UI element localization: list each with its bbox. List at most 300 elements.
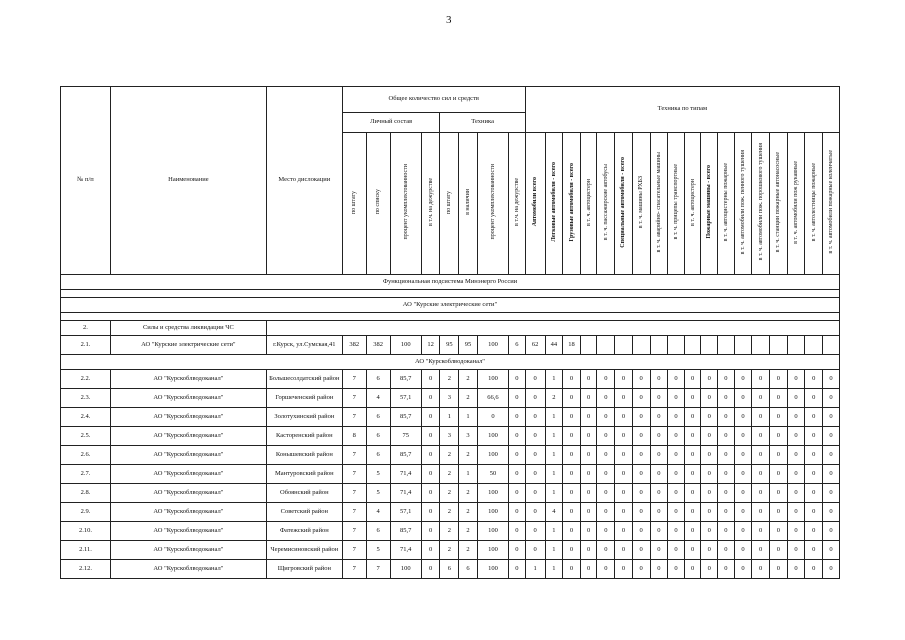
value-cell: 0 <box>580 465 597 484</box>
value-cell: 0 <box>718 427 735 446</box>
row-location: Конышевский район <box>266 446 342 465</box>
vertical-header-label: в т. ч. автоцистерн <box>585 178 592 226</box>
row-name: АО "Курскоблводоканал" <box>110 389 266 408</box>
value-cell: 0 <box>701 522 718 541</box>
value-cell: 0 <box>787 389 805 408</box>
value-cell: 0 <box>701 465 718 484</box>
value-cell: 0 <box>632 408 650 427</box>
value-cell: 0 <box>668 560 685 579</box>
value-cell: 0 <box>823 560 840 579</box>
value-cell: 0 <box>421 541 440 560</box>
vertical-header-label: в т.ч. на дежурстве <box>427 178 434 227</box>
vertical-header-cell <box>787 133 805 275</box>
value-cell: 0 <box>650 427 668 446</box>
value-cell: 0 <box>787 408 805 427</box>
value-cell: 0 <box>684 541 701 560</box>
vertical-header-cell <box>597 133 615 275</box>
value-cell: 0 <box>734 503 752 522</box>
row-num: 2.5. <box>61 427 111 446</box>
row-location: Обоянский район <box>266 484 342 503</box>
value-cell: 3 <box>459 427 478 446</box>
value-cell: 0 <box>701 389 718 408</box>
value-cell: 0 <box>525 370 545 389</box>
value-cell: 0 <box>668 427 685 446</box>
value-cell: 0 <box>752 389 770 408</box>
value-cell: 0 <box>632 522 650 541</box>
value-cell: 1 <box>545 560 563 579</box>
value-cell: 0 <box>563 408 581 427</box>
value-cell: 0 <box>563 541 581 560</box>
value-cell: 7 <box>342 484 366 503</box>
vertical-header-cell <box>632 133 650 275</box>
value-cell: 1 <box>545 427 563 446</box>
value-cell: 2 <box>459 541 478 560</box>
value-cell: 66,6 <box>477 389 508 408</box>
value-cell: 100 <box>477 560 508 579</box>
value-cell: 1 <box>545 522 563 541</box>
value-cell: 0 <box>597 503 615 522</box>
vertical-header-cell <box>563 133 581 275</box>
value-cell: 0 <box>805 427 823 446</box>
value-cell: 0 <box>563 427 581 446</box>
row-location: Фатежский район <box>266 522 342 541</box>
table-row <box>61 484 840 503</box>
value-cell: 0 <box>752 560 770 579</box>
value-cell: 0 <box>597 560 615 579</box>
value-cell: 2 <box>440 541 459 560</box>
value-cell: 0 <box>632 427 650 446</box>
value-cell: 6 <box>459 560 478 579</box>
value-cell: 0 <box>597 427 615 446</box>
vertical-header-label: по штату <box>351 190 358 214</box>
vertical-header-cell <box>805 133 823 275</box>
value-cell: 0 <box>770 370 788 389</box>
value-cell: 0 <box>823 370 840 389</box>
value-cell: 0 <box>734 408 752 427</box>
value-cell: 0 <box>563 503 581 522</box>
row-name: АО "Курскоблводоканал" <box>110 446 266 465</box>
value-cell: 1 <box>545 465 563 484</box>
vertical-header-cell <box>366 133 390 275</box>
value-cell <box>632 336 650 355</box>
value-cell: 7 <box>366 560 390 579</box>
value-cell: 2 <box>459 446 478 465</box>
value-cell: 1 <box>525 560 545 579</box>
vertical-header-cell <box>459 133 478 275</box>
vertical-header-cell <box>525 133 545 275</box>
value-cell: 1 <box>545 484 563 503</box>
value-cell: 0 <box>805 465 823 484</box>
value-cell: 0 <box>684 465 701 484</box>
value-cell: 0 <box>668 503 685 522</box>
value-cell: 0 <box>734 370 752 389</box>
value-cell: 0 <box>823 427 840 446</box>
value-cell: 0 <box>770 465 788 484</box>
vertical-header-cell <box>509 133 526 275</box>
col-num-header: № п/п <box>61 87 111 275</box>
value-cell: 0 <box>580 446 597 465</box>
value-cell: 0 <box>770 427 788 446</box>
value-cell: 71,4 <box>390 484 421 503</box>
value-cell: 0 <box>770 484 788 503</box>
value-cell: 7 <box>342 560 366 579</box>
value-cell: 0 <box>525 503 545 522</box>
value-cell <box>805 336 823 355</box>
value-cell <box>787 336 805 355</box>
value-cell: 0 <box>525 427 545 446</box>
value-cell: 2 <box>459 370 478 389</box>
value-cell: 0 <box>805 541 823 560</box>
value-cell: 71,4 <box>390 465 421 484</box>
value-cell: 0 <box>718 389 735 408</box>
vertical-header-label: в т. ч. автоцистерны пожарные <box>722 162 729 242</box>
value-cell: 100 <box>477 446 508 465</box>
value-cell: 0 <box>734 446 752 465</box>
value-cell: 1 <box>440 408 459 427</box>
value-cell: 0 <box>752 541 770 560</box>
value-cell: 4 <box>366 389 390 408</box>
value-cell <box>701 336 718 355</box>
value-cell: 0 <box>770 522 788 541</box>
value-cell: 0 <box>734 465 752 484</box>
value-cell: 0 <box>632 560 650 579</box>
value-cell: 7 <box>342 522 366 541</box>
value-cell: 0 <box>615 370 633 389</box>
row-num: 2.11. <box>61 541 111 560</box>
value-cell: 6 <box>366 408 390 427</box>
value-cell: 0 <box>650 560 668 579</box>
value-cell: 2 <box>440 370 459 389</box>
value-cell: 0 <box>580 484 597 503</box>
col-name-header: Наименование <box>110 87 266 275</box>
vertical-header-cell <box>615 133 633 275</box>
vertical-header-cell <box>545 133 563 275</box>
overall-header: Общее количество сил и средств <box>342 87 525 113</box>
value-cell: 6 <box>509 336 526 355</box>
vertical-header-label: в т. ч. автомобили пож. порошкового тушения <box>757 143 764 261</box>
table-row <box>61 541 840 560</box>
value-cell: 0 <box>525 408 545 427</box>
value-cell: 0 <box>421 446 440 465</box>
group-empty <box>266 321 839 336</box>
value-cell: 0 <box>718 541 735 560</box>
value-cell <box>615 336 633 355</box>
value-cell: 0 <box>563 522 581 541</box>
table-row <box>61 370 840 389</box>
vertical-header-cell <box>770 133 788 275</box>
value-cell: 0 <box>563 560 581 579</box>
value-cell: 85,7 <box>390 408 421 427</box>
value-cell: 0 <box>752 484 770 503</box>
value-cell: 0 <box>718 408 735 427</box>
value-cell: 7 <box>342 465 366 484</box>
personnel-header: Личный состав <box>342 113 440 133</box>
row-location: Щигровский район <box>266 560 342 579</box>
value-cell <box>752 336 770 355</box>
vertical-header-label: Легковые автомобили - всего <box>550 162 557 242</box>
value-cell: 0 <box>752 370 770 389</box>
value-cell: 0 <box>632 541 650 560</box>
value-cell: 0 <box>509 465 526 484</box>
value-cell: 85,7 <box>390 522 421 541</box>
value-cell: 8 <box>342 427 366 446</box>
value-cell: 0 <box>509 522 526 541</box>
value-cell: 7 <box>342 408 366 427</box>
row-name: АО "Курскоблводоканал" <box>110 503 266 522</box>
vertical-header-label: в т. ч. автомобили пожарные коленчатые <box>828 150 835 254</box>
value-cell: 100 <box>390 336 421 355</box>
vertical-header-label: процент укомплектованности <box>489 164 496 240</box>
value-cell: 0 <box>632 484 650 503</box>
value-cell: 4 <box>545 503 563 522</box>
value-cell: 0 <box>787 446 805 465</box>
value-cell: 0 <box>734 560 752 579</box>
value-cell: 0 <box>787 484 805 503</box>
value-cell: 7 <box>342 541 366 560</box>
value-cell: 2 <box>459 389 478 408</box>
value-cell: 0 <box>668 446 685 465</box>
vertical-header-cell <box>440 133 459 275</box>
value-cell: 0 <box>734 427 752 446</box>
value-cell: 0 <box>632 446 650 465</box>
value-cell: 0 <box>752 427 770 446</box>
value-cell: 6 <box>366 427 390 446</box>
value-cell: 0 <box>787 465 805 484</box>
value-cell: 2 <box>440 484 459 503</box>
value-cell: 7 <box>342 389 366 408</box>
value-cell: 3 <box>440 427 459 446</box>
value-cell <box>668 336 685 355</box>
value-cell: 0 <box>752 408 770 427</box>
value-cell: 0 <box>823 503 840 522</box>
value-cell: 0 <box>421 370 440 389</box>
value-cell: 0 <box>684 370 701 389</box>
row-num: 2.6. <box>61 446 111 465</box>
value-cell: 0 <box>701 503 718 522</box>
value-cell: 0 <box>525 541 545 560</box>
forces-table <box>60 86 840 579</box>
value-cell <box>718 336 735 355</box>
value-cell: 0 <box>718 503 735 522</box>
value-cell <box>684 336 701 355</box>
value-cell: 7 <box>342 446 366 465</box>
value-cell: 0 <box>563 389 581 408</box>
value-cell: 0 <box>770 560 788 579</box>
value-cell: 100 <box>477 522 508 541</box>
vertical-header-label: в т. ч. аварийно- спасательные машины <box>655 151 662 253</box>
value-cell: 1 <box>459 408 478 427</box>
value-cell: 0 <box>684 484 701 503</box>
vertical-header-label: в наличии <box>465 189 472 216</box>
col-location-header: Место дислокации <box>266 87 342 275</box>
value-cell: 0 <box>805 408 823 427</box>
value-cell: 0 <box>718 446 735 465</box>
row-name: АО "Курскоблводоканал" <box>110 560 266 579</box>
value-cell: 0 <box>650 465 668 484</box>
value-cell: 2 <box>440 522 459 541</box>
row-num: 2.7. <box>61 465 111 484</box>
vertical-header-cell <box>580 133 597 275</box>
value-cell: 0 <box>650 446 668 465</box>
value-cell: 0 <box>805 522 823 541</box>
value-cell: 0 <box>684 560 701 579</box>
vertical-header-label: в т. ч. пассажирские автобусы <box>602 164 609 241</box>
value-cell: 0 <box>580 427 597 446</box>
value-cell: 0 <box>580 560 597 579</box>
by-type-header: Техника по типам <box>525 87 839 133</box>
vertical-header-label: процент укомплектованности <box>402 164 409 240</box>
group-name: Силы и средства ликвидации ЧС <box>110 321 266 336</box>
value-cell: 0 <box>421 522 440 541</box>
value-cell: 100 <box>477 370 508 389</box>
value-cell: 12 <box>421 336 440 355</box>
value-cell: 0 <box>734 522 752 541</box>
vertical-header-label: Специальные автомобили - всего <box>620 156 627 248</box>
value-cell: 0 <box>650 541 668 560</box>
value-cell: 0 <box>525 522 545 541</box>
value-cell: 1 <box>545 408 563 427</box>
vertical-header-label: в т.ч. на дежурстве <box>513 178 520 227</box>
value-cell: 2 <box>440 503 459 522</box>
vertical-header-label: в т. ч. машины РХБЗ <box>638 175 645 229</box>
value-cell: 0 <box>525 465 545 484</box>
value-cell: 0 <box>718 522 735 541</box>
value-cell: 0 <box>525 446 545 465</box>
value-cell: 0 <box>421 427 440 446</box>
row-location: Мантуровский район <box>266 465 342 484</box>
value-cell: 6 <box>366 370 390 389</box>
vertical-header-label: в т. ч. прицепы транспортные <box>672 164 679 240</box>
value-cell: 0 <box>650 370 668 389</box>
value-cell: 0 <box>650 503 668 522</box>
group-num: 2. <box>61 321 111 336</box>
value-cell: 0 <box>823 541 840 560</box>
value-cell: 0 <box>650 408 668 427</box>
row-num: 2.3. <box>61 389 111 408</box>
value-cell: 0 <box>615 389 633 408</box>
row-location: Золотухинский район <box>266 408 342 427</box>
value-cell: 18 <box>563 336 581 355</box>
value-cell: 0 <box>701 446 718 465</box>
vertical-header-cell <box>701 133 718 275</box>
value-cell: 2 <box>440 446 459 465</box>
value-cell: 100 <box>390 560 421 579</box>
value-cell: 7 <box>342 503 366 522</box>
value-cell: 0 <box>684 503 701 522</box>
row-name: АО "Курскоблводоканал" <box>110 484 266 503</box>
value-cell <box>650 336 668 355</box>
value-cell: 0 <box>805 560 823 579</box>
value-cell: 0 <box>421 560 440 579</box>
value-cell: 0 <box>734 541 752 560</box>
value-cell: 0 <box>805 503 823 522</box>
value-cell: 382 <box>366 336 390 355</box>
value-cell: 5 <box>366 484 390 503</box>
table-row <box>61 560 840 579</box>
value-cell: 0 <box>525 389 545 408</box>
vertical-header-label: Автомобили всего <box>532 177 539 227</box>
value-cell: 0 <box>597 370 615 389</box>
vertical-header-cell <box>752 133 770 275</box>
value-cell: 0 <box>615 541 633 560</box>
row-name: АО "Курскоблводоканал" <box>110 541 266 560</box>
table-row <box>61 465 840 484</box>
value-cell: 100 <box>477 427 508 446</box>
value-cell: 0 <box>580 370 597 389</box>
value-cell: 0 <box>734 389 752 408</box>
value-cell: 0 <box>650 522 668 541</box>
value-cell: 0 <box>787 522 805 541</box>
value-cell: 0 <box>823 484 840 503</box>
value-cell: 3 <box>440 389 459 408</box>
value-cell: 100 <box>477 484 508 503</box>
value-cell: 4 <box>366 503 390 522</box>
value-cell: 2 <box>545 389 563 408</box>
value-cell: 0 <box>684 522 701 541</box>
value-cell: 0 <box>615 427 633 446</box>
value-cell: 0 <box>770 541 788 560</box>
value-cell: 0 <box>718 370 735 389</box>
row-name: АО "Курскоблводоканал" <box>110 465 266 484</box>
row-num: 2.10. <box>61 522 111 541</box>
value-cell: 0 <box>563 446 581 465</box>
value-cell: 0 <box>701 370 718 389</box>
value-cell: 0 <box>668 389 685 408</box>
vertical-header-cell <box>718 133 735 275</box>
value-cell: 0 <box>650 484 668 503</box>
value-cell: 0 <box>615 560 633 579</box>
value-cell: 0 <box>509 484 526 503</box>
row-name: АО "Курскоблводоканал" <box>110 408 266 427</box>
value-cell: 0 <box>787 427 805 446</box>
table-row <box>61 427 840 446</box>
value-cell: 0 <box>580 408 597 427</box>
value-cell: 0 <box>632 389 650 408</box>
value-cell: 0 <box>509 560 526 579</box>
value-cell: 0 <box>668 370 685 389</box>
row-num: 2.1. <box>61 336 111 355</box>
section-title: Функциональная подсистема Минэнерго России <box>61 275 840 290</box>
value-cell: 0 <box>701 560 718 579</box>
value-cell: 0 <box>718 465 735 484</box>
value-cell <box>770 336 788 355</box>
value-cell: 0 <box>615 503 633 522</box>
value-cell: 0 <box>668 465 685 484</box>
spacer-row <box>61 313 840 321</box>
vertical-header-label: в т. ч. автомобили пож рукавные <box>793 160 800 244</box>
value-cell: 0 <box>787 560 805 579</box>
technique-header: Техника <box>440 113 525 133</box>
row-num: 2.8. <box>61 484 111 503</box>
row-name: АО "Курскоблводоканал" <box>110 522 266 541</box>
row-name: АО "Курские электрические сети" <box>110 336 266 355</box>
value-cell <box>580 336 597 355</box>
value-cell: 0 <box>701 484 718 503</box>
value-cell: 0 <box>718 560 735 579</box>
vertical-header-cell <box>390 133 421 275</box>
value-cell: 0 <box>668 484 685 503</box>
vertical-header-cell <box>823 133 840 275</box>
value-cell: 1 <box>545 446 563 465</box>
row-location: Большесолдатский район <box>266 370 342 389</box>
org-title-electric: АО "Курские электрические сети" <box>61 298 840 313</box>
value-cell: 2 <box>459 503 478 522</box>
value-cell: 85,7 <box>390 446 421 465</box>
value-cell <box>734 336 752 355</box>
value-cell: 0 <box>597 541 615 560</box>
value-cell: 0 <box>615 408 633 427</box>
value-cell: 0 <box>509 503 526 522</box>
